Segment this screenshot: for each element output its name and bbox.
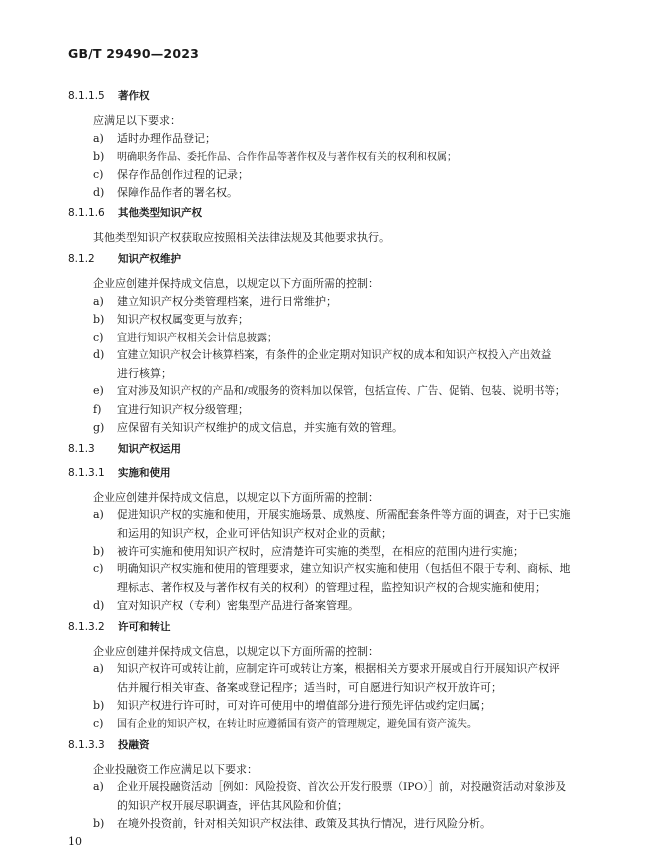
list-item: a) 促进知识产权的实施和使用，开展实施场景、成熟度、所需配套条件等方面的调查，对于已实施 — [93, 508, 571, 521]
heading-8-1-2: 8.1.2 知识产权维护 — [68, 253, 181, 265]
list-item: c) 保存作品创作过程的记录； — [93, 168, 249, 181]
list-item: b) 知识产权进行许可时，可对许可使用中的增值部分进行预先评估或约定归属； — [93, 699, 491, 712]
list-item: b) 明确职务作品、委托作品、合作作品等著作权及与著作权有关的权利和权属； — [93, 150, 457, 163]
paragraph: 企业投融资工作应满足以下要求： — [93, 763, 258, 776]
paragraph: 其他类型知识产权获取应按照相关法律法规及其他要求执行。 — [93, 231, 390, 244]
heading-8-1-3-2: 8.1.3.2 许可和转让 — [68, 621, 171, 633]
paragraph: 应满足以下要求： — [93, 114, 181, 127]
list-item-continuation: 估并履行相关审查、备案或登记程序；适当时，可自愿进行知识产权开放许可； — [117, 681, 502, 694]
heading-8-1-1-5 — [68, 88, 150, 103]
list-item: g) 应保留有关知识产权维护的成文信息，并实施有效的管理。 — [93, 421, 403, 434]
list-item: b) 在境外投资前，针对相关知识产权法律、政策及其执行情况，进行风险分析。 — [93, 817, 491, 830]
standard-number: GB/T 29490—2023 — [68, 46, 200, 61]
list-item: a) 知识产权许可或转让前，应制定许可或转让方案，根据相关方要求开展或自行开展知识产权评 — [93, 662, 560, 675]
list-item: c) 国有企业的知识产权，在转让时应遵循国有资产的管理规定，避免国有资产流失。 — [93, 717, 477, 730]
page-number: 10 — [68, 835, 82, 848]
list-item: c) 宜进行知识产权相关会计信息披露； — [93, 331, 277, 344]
section-number: 8.1.1.5 — [68, 90, 105, 102]
paragraph: 企业应创建并保持成文信息，以规定以下方面所需的控制： — [93, 277, 379, 290]
section-title: 著作权 — [118, 90, 150, 102]
heading-8-1-3: 8.1.3 知识产权运用 — [68, 443, 181, 455]
heading-8-1-1-6: 8.1.1.6 其他类型知识产权 — [68, 207, 202, 219]
list-item: d) 保障作品作者的署名权。 — [93, 186, 238, 199]
list-item: a) 建立知识产权分类管理档案，进行日常维护； — [93, 295, 337, 308]
heading-8-1-3-3: 8.1.3.3 投融资 — [68, 739, 150, 751]
list-item: b) 被许可实施和使用知识产权时，应清楚许可实施的类型，在相应的范围内进行实施； — [93, 545, 524, 558]
list-item-continuation: 的知识产权开展尽职调查，评估其风险和价值； — [117, 799, 348, 812]
list-item-continuation: 理标志、著作权及与著作权有关的权利）的管理过程，监控知识产权的合规实施和使用； — [117, 581, 546, 594]
heading-8-1-3-1: 8.1.3.1 实施和使用 — [68, 467, 171, 479]
list-item: a) 适时办理作品登记； — [93, 132, 216, 145]
list-item: f) 宜进行知识产权分级管理； — [93, 403, 249, 416]
list-item-continuation: 进行核算； — [117, 367, 172, 380]
list-item: a) 企业开展投融资活动［例如：风险投资、首次公开发行股票（IPO）］前，对投融资活动对象涉及 — [93, 780, 567, 793]
list-item: d) 宜对知识产权（专利）密集型产品进行备案管理。 — [93, 599, 359, 612]
paragraph: 企业应创建并保持成文信息，以规定以下方面所需的控制： — [93, 645, 379, 658]
list-item: e) 宜对涉及知识产权的产品和/或服务的资料加以保管，包括宣传、广告、促销、包装、说明书等； — [93, 384, 566, 397]
list-item-continuation: 和运用的知识产权，企业可评估知识产权对企业的贡献； — [117, 527, 392, 540]
list-item: d) 宜建立知识产权会计核算档案，有条件的企业定期对知识产权的成本和知识产权投入产出效益 — [93, 348, 552, 361]
list-item: c) 明确知识产权实施和使用的管理要求，建立知识产权实施和使用（包括但不限于专利、商标、地 — [93, 562, 571, 575]
paragraph: 企业应创建并保持成文信息，以规定以下方面所需的控制： — [93, 491, 379, 504]
list-item: b) 知识产权权属变更与放弃； — [93, 313, 249, 326]
